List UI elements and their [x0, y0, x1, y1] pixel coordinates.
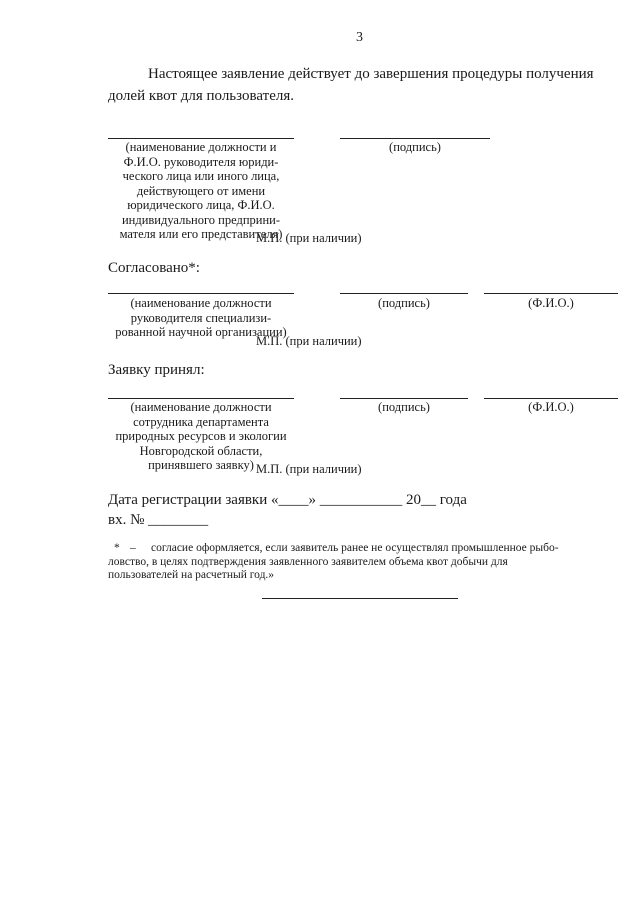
footnote-text: согласие оформляется, если заявитель ранее не осуществлял промышленное рыбо- ловство, в целях подтверждения заявленного заявителем объема квот добычи для пользователей на расчетный год.»	[108, 542, 559, 581]
block1-position-caption: (наименование должности и Ф.И.О. руководителя юриди- ческого лица или иного лица, действующего от имени юридического лица, Ф.И.О. индивидуального предприни- мателя или его представителя)	[119, 140, 283, 241]
registration-date-line: Дата регистрации заявки «____» ___________ 20__ года	[108, 492, 467, 508]
intro-line-1: Настоящее заявление действует до завершения процедуры получения	[148, 66, 594, 82]
page-number: 3	[356, 30, 363, 45]
block2-signature-line	[340, 293, 468, 294]
registration-number-line: вх. № ________	[108, 512, 209, 528]
block3-stamp-label: М.П. (при наличии)	[256, 462, 362, 476]
block1-stamp-label: М.П. (при наличии)	[256, 231, 362, 245]
received-heading: Заявку принял:	[108, 362, 205, 378]
intro-line-2: долей квот для пользователя.	[108, 88, 294, 104]
block1-position-line	[108, 138, 294, 139]
block3-position-line	[108, 398, 294, 399]
agreed-heading: Согласовано*:	[108, 260, 200, 276]
block3-fio-line	[484, 398, 618, 399]
block1-signature-label: (подпись)	[389, 140, 441, 154]
block3-signature-label: (подпись)	[378, 400, 430, 414]
block3-position-caption: (наименование должности сотрудника департамента природных ресурсов и экологии Новгородской области, принявшего заявку)	[115, 400, 287, 472]
block2-stamp-label: М.П. (при наличии)	[256, 334, 362, 348]
closing-separator-line	[262, 598, 458, 599]
block3-signature-line	[340, 398, 468, 399]
block1-signature-line	[340, 138, 490, 139]
footnote-dash: –	[130, 542, 136, 554]
block2-signature-label: (подпись)	[378, 296, 430, 310]
block2-fio-label: (Ф.И.О.)	[528, 296, 574, 310]
block2-fio-line	[484, 293, 618, 294]
block2-position-caption: (наименование должности руководителя специализи- рованной научной организации)	[115, 296, 287, 339]
footnote-marker: *	[114, 542, 120, 554]
block2-position-line	[108, 293, 294, 294]
block3-fio-label: (Ф.И.О.)	[528, 400, 574, 414]
